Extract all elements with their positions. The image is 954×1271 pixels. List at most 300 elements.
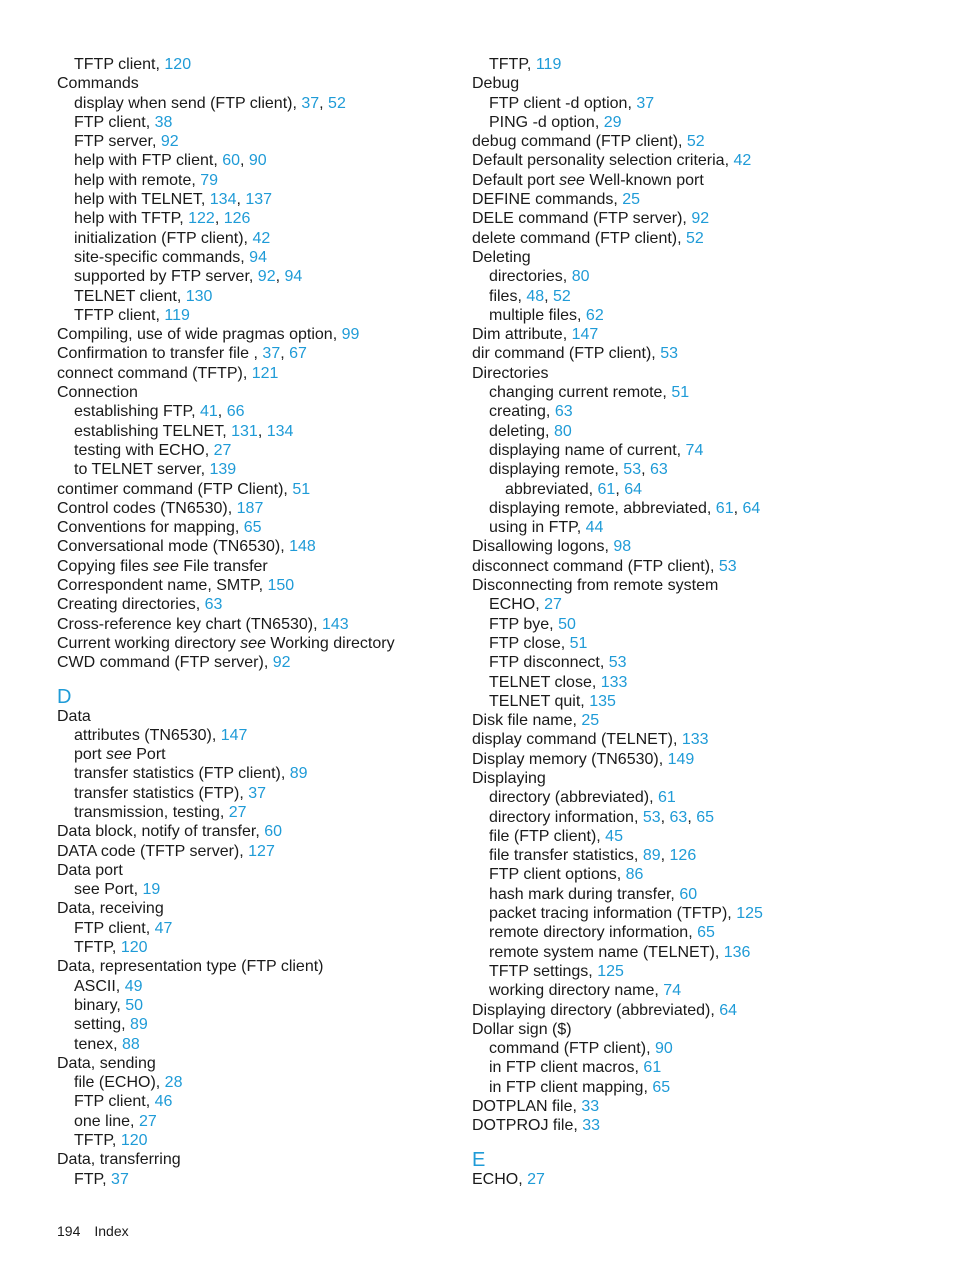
entry-text: Current working directory: [57, 634, 241, 652]
index-column-left: [57, 55, 447, 1189]
index-entry: [57, 595, 447, 614]
entry-text: TFTP,: [74, 1132, 121, 1150]
entry-text: Creating directories,: [57, 596, 205, 614]
page-link[interactable]: 53: [660, 345, 678, 363]
entry-text: Data, sending: [57, 1054, 156, 1072]
entry-text: transfer statistics (FTP),: [74, 784, 249, 802]
page-link[interactable]: 27: [213, 441, 232, 459]
entry-text: Data port: [57, 861, 123, 879]
index-subentry: [57, 1015, 447, 1034]
index-entry: [472, 132, 922, 151]
entry-text: directory information,: [489, 808, 643, 826]
index-subentry: [472, 904, 922, 923]
page-link[interactable]: 134: [266, 422, 294, 440]
page-link[interactable]: 94: [249, 248, 267, 266]
page-link[interactable]: 130: [185, 287, 213, 305]
entry-text: deleting,: [489, 422, 554, 440]
entry-text: FTP bye,: [489, 615, 559, 633]
entry-text: Commands: [57, 75, 139, 93]
entry-text: Connection: [57, 384, 138, 402]
entry-text: hash mark during transfer,: [489, 885, 680, 903]
page-link[interactable]: 53: [608, 654, 627, 672]
page-link[interactable]: 80: [553, 422, 572, 440]
entry-text: Data, receiving: [57, 900, 164, 918]
index-subentry: [57, 1092, 447, 1111]
index-subentry: [472, 306, 922, 325]
index-subentry: help with FTP client, 60, 90: [74, 152, 267, 170]
page-link[interactable]: 86: [625, 866, 644, 884]
entry-text: displaying name of current,: [489, 441, 686, 459]
page-link[interactable]: 37: [248, 784, 267, 802]
index-entry: [57, 842, 447, 861]
page-link[interactable]: 63: [649, 461, 668, 479]
entry-text: file transfer statistics,: [489, 847, 643, 865]
page-link[interactable]: 61: [715, 499, 734, 517]
entry-text: transmission, testing,: [74, 803, 229, 821]
entry-text: in FTP client mapping,: [489, 1078, 653, 1096]
index-subentry: [472, 383, 922, 402]
page-link[interactable]: 27: [527, 1170, 545, 1188]
index-entry: [472, 325, 922, 344]
entry-text: Default port: [472, 171, 560, 189]
page-link[interactable]: 60: [679, 885, 698, 903]
page-link[interactable]: 66: [226, 403, 245, 421]
page-link[interactable]: 120: [120, 939, 148, 957]
page-link[interactable]: 74: [663, 982, 682, 1000]
entry-text: directory (abbreviated),: [489, 789, 658, 807]
index-subentry: [57, 1170, 447, 1189]
entry-text: Dim attribute,: [472, 326, 572, 344]
entry-text: packet tracing information (TFTP),: [489, 905, 737, 923]
page-link[interactable]: 137: [245, 191, 273, 209]
page-link[interactable]: 19: [142, 881, 161, 899]
page-link[interactable]: 133: [600, 673, 628, 691]
page-link[interactable]: 44: [585, 519, 604, 537]
index-entry: [57, 364, 447, 383]
page-link[interactable]: 92: [160, 133, 179, 151]
page-link[interactable]: 90: [248, 152, 267, 170]
page-link[interactable]: 92: [272, 654, 291, 672]
page-link[interactable]: 119: [164, 306, 190, 324]
index-subentry: [472, 827, 922, 846]
index-entry: [57, 707, 447, 726]
entry-text: contimer command (FTP Client),: [57, 480, 293, 498]
page-link[interactable]: 63: [669, 808, 688, 826]
index-subentry: [57, 1131, 447, 1150]
page-link[interactable]: 45: [605, 827, 623, 845]
index-subentry: [57, 803, 447, 822]
index-entry: [472, 1170, 922, 1189]
page-link[interactable]: 150: [267, 577, 295, 595]
index-subentry: [472, 422, 922, 441]
page-link[interactable]: 49: [124, 977, 143, 995]
page-link[interactable]: 52: [686, 133, 705, 151]
entry-text: attributes (TN6530),: [74, 726, 221, 744]
entry-text: Data, transferring: [57, 1151, 181, 1169]
index-subentry: [472, 113, 922, 132]
index-subentry: [472, 267, 922, 286]
index-subentry: supported by FTP server, 92, 94: [74, 268, 303, 286]
entry-text: FTP client -d option,: [489, 94, 637, 112]
entry-text: Control codes (TN6530),: [57, 499, 237, 517]
page-link[interactable]: 88: [122, 1035, 140, 1053]
page-link[interactable]: 90: [654, 1040, 673, 1058]
page-link[interactable]: 64: [742, 499, 761, 517]
entry-text: Default personality selection criteria,: [472, 152, 734, 170]
page-link[interactable]: 62: [585, 306, 604, 324]
entry-text: FTP server,: [74, 133, 161, 151]
entry-text: tenex,: [74, 1035, 123, 1053]
index-entry: [472, 1097, 922, 1116]
index-subentry: [57, 306, 447, 325]
page-link[interactable]: 60: [222, 152, 241, 170]
index-subentry: [472, 962, 922, 981]
page-link[interactable]: 99: [341, 326, 360, 344]
entry-text: initialization (FTP client),: [74, 229, 253, 247]
index-entry: [472, 171, 922, 190]
page-link[interactable]: 143: [321, 615, 349, 633]
index-subentry: [57, 745, 447, 764]
index-subentry: [57, 229, 447, 248]
index-entry: [57, 325, 447, 344]
entry-text: FTP client,: [74, 1093, 155, 1111]
index-entry: [472, 190, 922, 209]
entry-text: site-specific commands,: [74, 248, 250, 266]
page-number: 194: [57, 1223, 81, 1239]
index-entry: [472, 151, 922, 170]
entry-text: TELNET quit,: [489, 692, 590, 710]
see-reference: see: [106, 746, 132, 764]
index-subentry: [57, 1073, 447, 1092]
page-link[interactable]: 148: [289, 538, 316, 556]
page-link[interactable]: 37: [301, 94, 320, 112]
entry-text: multiple files,: [489, 306, 586, 324]
entry-text: dir command (FTP client),: [472, 345, 661, 363]
page-link[interactable]: 65: [697, 924, 715, 942]
page-link[interactable]: 134: [209, 191, 237, 209]
index-subentry: [472, 1058, 922, 1077]
page-link[interactable]: 89: [130, 1016, 148, 1034]
index-subentry: [57, 938, 447, 957]
entry-text: delete command (FTP client),: [472, 229, 687, 247]
entry-text: ASCII,: [74, 977, 125, 995]
index-subentry: [57, 248, 447, 267]
index-entry: [472, 364, 922, 383]
page-link[interactable]: 63: [204, 596, 223, 614]
page-link[interactable]: 147: [220, 726, 248, 744]
index-entry: [472, 209, 922, 228]
page-link[interactable]: 28: [164, 1074, 183, 1092]
page-link[interactable]: 42: [733, 152, 752, 170]
index-subentry: [472, 595, 922, 614]
index-subentry: [57, 1035, 447, 1054]
page-link[interactable]: 27: [544, 596, 562, 614]
index-entry: [472, 576, 922, 595]
entry-text: CWD command (FTP server),: [57, 654, 273, 672]
entry-text: ECHO,: [489, 596, 545, 614]
see-target: Working directory: [265, 634, 395, 652]
page-link[interactable]: 48: [526, 287, 545, 305]
page-link[interactable]: 89: [289, 765, 308, 783]
page-link[interactable]: 74: [685, 441, 704, 459]
page-link[interactable]: 38: [154, 113, 173, 131]
entry-text: FTP client options,: [489, 866, 626, 884]
page-link[interactable]: 50: [558, 615, 576, 633]
entry-text: Data, representation type (FTP client): [57, 958, 324, 976]
entry-text: directories,: [489, 268, 572, 286]
index-subentry: [57, 55, 447, 74]
entry-text: disconnect command (FTP client),: [472, 557, 719, 575]
index-subentry: directory information, 53, 63, 65: [489, 808, 715, 826]
page-link[interactable]: 51: [671, 384, 690, 402]
page-link[interactable]: 98: [613, 538, 632, 556]
see-reference: see: [153, 557, 179, 575]
page-link[interactable]: 51: [569, 634, 588, 652]
page-link[interactable]: 89: [642, 847, 661, 865]
page-link[interactable]: 47: [154, 919, 173, 937]
page-link[interactable]: 52: [686, 229, 704, 247]
entry-text: one line,: [74, 1112, 139, 1130]
section-letter: E: [472, 1148, 486, 1171]
page-link[interactable]: 133: [681, 731, 709, 749]
index-entry: [472, 769, 922, 788]
index-subentry: [472, 673, 922, 692]
page-link[interactable]: 37: [636, 94, 655, 112]
entry-text: TFTP,: [74, 939, 121, 957]
index-subentry: [57, 287, 447, 306]
index-subentry: files, 48, 52: [489, 287, 571, 305]
page-link[interactable]: 92: [257, 268, 276, 286]
entry-text: displaying remote,: [489, 461, 624, 479]
entry-text: establishing TELNET,: [74, 422, 232, 440]
entry-text: debug command (FTP client),: [472, 133, 687, 151]
entry-text: file (FTP client),: [489, 827, 606, 845]
page-link[interactable]: 37: [262, 345, 281, 363]
index-subentry: [57, 996, 447, 1015]
index-entry: [57, 634, 447, 653]
entry-text: abbreviated,: [505, 480, 598, 498]
index-entry: [57, 899, 447, 918]
index-entry: [472, 248, 922, 267]
page-link[interactable]: 120: [164, 56, 192, 73]
entry-text: DATA code (TFTP server),: [57, 842, 249, 860]
see-reference: see: [240, 634, 266, 652]
index-subentry: [472, 402, 922, 421]
entry-text: port: [74, 746, 107, 764]
entry-text: Cross-reference key chart (TN6530),: [57, 615, 322, 633]
page-link[interactable]: 52: [553, 287, 571, 305]
see-target: File transfer: [178, 557, 268, 575]
page-link[interactable]: 27: [138, 1112, 157, 1130]
entry-text: Confirmation to transfer file ,: [57, 345, 263, 363]
page-link[interactable]: 131: [231, 422, 258, 440]
index-entry: [57, 557, 447, 576]
entry-text: creating,: [489, 403, 555, 421]
index-subentry: abbreviated, 61, 64: [505, 480, 642, 498]
entry-text: Displaying directory (abbreviated),: [472, 1001, 720, 1019]
page-link[interactable]: 51: [292, 480, 311, 498]
page-link[interactable]: 41: [200, 403, 218, 421]
index-entry: [472, 537, 922, 556]
page-link[interactable]: 64: [624, 480, 642, 498]
page-link[interactable]: 79: [200, 171, 219, 189]
index-entry: [472, 1001, 922, 1020]
page-link[interactable]: 121: [251, 364, 279, 382]
entry-text: help with TELNET,: [74, 191, 210, 209]
entry-text: file (ECHO),: [74, 1074, 165, 1092]
entry-text: to TELNET server,: [74, 461, 210, 479]
index-subentry: [472, 923, 922, 942]
entry-text: remote system name (TELNET),: [489, 943, 724, 961]
index-subentry: [57, 880, 447, 899]
index-subentry: [57, 460, 447, 479]
entry-text: testing with ECHO,: [74, 441, 214, 459]
entry-text: Displaying: [472, 769, 546, 787]
page-link[interactable]: 63: [554, 403, 573, 421]
page-link[interactable]: 122: [188, 210, 215, 228]
index-subentry: [57, 726, 447, 745]
entry-text: connect command (TFTP),: [57, 364, 252, 382]
page-link[interactable]: 94: [284, 268, 303, 286]
page-link[interactable]: 61: [597, 480, 616, 498]
entry-text: PING -d option,: [489, 113, 604, 131]
entry-text: Copying files: [57, 557, 154, 575]
entry-text: Display memory (TN6530),: [472, 750, 668, 768]
page-link[interactable]: 29: [603, 113, 622, 131]
page-link[interactable]: 67: [289, 345, 307, 363]
entry-text: Disallowing logons,: [472, 538, 614, 556]
page-link[interactable]: 65: [243, 519, 262, 537]
entry-text: ECHO,: [472, 1170, 528, 1188]
page-link[interactable]: 27: [228, 803, 247, 821]
entry-text: setting,: [74, 1016, 131, 1034]
page-link[interactable]: 92: [691, 210, 710, 228]
page-link[interactable]: 125: [736, 905, 763, 923]
page-link[interactable]: 120: [120, 1132, 148, 1150]
entry-text: DOTPLAN file,: [472, 1098, 582, 1116]
page-link[interactable]: 25: [581, 712, 600, 730]
index-subentry: [57, 764, 447, 783]
entry-text: FTP client,: [74, 113, 155, 131]
see-reference: see: [559, 171, 585, 189]
page-link[interactable]: 126: [223, 210, 251, 228]
footer-section: Index: [94, 1223, 129, 1239]
index-subentry: [472, 1039, 922, 1058]
entry-text: see Port,: [74, 881, 143, 899]
page-link[interactable]: 147: [571, 326, 599, 344]
index-entry: [57, 383, 447, 402]
index-subentry: display when send (FTP client), 37, 52: [74, 94, 346, 112]
page-link[interactable]: 149: [667, 750, 695, 768]
index-subentry: [472, 94, 922, 113]
index-entry: [472, 344, 922, 363]
page-link[interactable]: 64: [719, 1001, 738, 1019]
entry-text: DEFINE commands,: [472, 191, 623, 209]
page-link[interactable]: 53: [718, 557, 737, 575]
entry-text: FTP client,: [74, 919, 155, 937]
entry-text: Dollar sign ($): [472, 1020, 572, 1038]
entry-text: help with remote,: [74, 171, 201, 189]
entry-text: Conventions for mapping,: [57, 519, 244, 537]
page-link[interactable]: 61: [643, 1059, 662, 1077]
index-entry: [57, 74, 447, 93]
index-entry: [57, 1150, 447, 1169]
index-entry: [57, 822, 447, 841]
page-link[interactable]: 136: [723, 943, 751, 961]
page-link[interactable]: 135: [589, 692, 616, 710]
page-link[interactable]: 37: [111, 1170, 129, 1188]
index-subentry: [57, 171, 447, 190]
page-link[interactable]: 50: [125, 996, 144, 1014]
entry-text: working directory name,: [489, 982, 664, 1000]
page-link[interactable]: 80: [571, 268, 590, 286]
entry-text: Correspondent name, SMTP,: [57, 577, 268, 595]
index-entry: [57, 1054, 447, 1073]
index-subentry: establishing FTP, 41, 66: [74, 403, 245, 421]
page-link[interactable]: 127: [248, 842, 275, 860]
page-link[interactable]: 126: [669, 847, 697, 865]
entry-text: TFTP client,: [74, 56, 165, 73]
page-link[interactable]: 33: [581, 1098, 600, 1116]
index-subentry: help with TELNET, 134, 137: [74, 191, 273, 209]
index-subentry: [472, 885, 922, 904]
index-subentry: displaying remote, 53, 63: [489, 461, 668, 479]
index-entry: [472, 711, 922, 730]
page-link[interactable]: 33: [582, 1117, 601, 1135]
entry-text: FTP disconnect,: [489, 654, 609, 672]
entry-text: Disk file name,: [472, 712, 582, 730]
entry-text: Data block, notify of transfer,: [57, 823, 265, 841]
index-entry: [57, 499, 447, 518]
page-link[interactable]: 60: [264, 823, 283, 841]
index-entry: [57, 480, 447, 499]
page-link[interactable]: 53: [623, 461, 642, 479]
entry-text: TELNET client,: [74, 287, 186, 305]
page-link[interactable]: 52: [328, 94, 346, 112]
index-subentry: file transfer statistics, 89, 126: [489, 847, 697, 865]
entry-text: TFTP,: [489, 56, 536, 73]
index-entry: [57, 653, 447, 672]
page-link[interactable]: 139: [209, 461, 237, 479]
index-subentry: [472, 518, 922, 537]
entry-text: remote directory information,: [489, 924, 698, 942]
entry-text: Disconnecting from remote system: [472, 577, 719, 595]
index-entry: [57, 861, 447, 880]
page-link[interactable]: 65: [652, 1078, 671, 1096]
entry-text: display command (TELNET),: [472, 731, 682, 749]
page-link[interactable]: 25: [622, 191, 641, 209]
page-link[interactable]: 187: [236, 499, 264, 517]
page-link[interactable]: 61: [657, 789, 676, 807]
page-link[interactable]: 42: [252, 229, 271, 247]
index-subentry: [472, 692, 922, 711]
page-link[interactable]: 125: [597, 962, 624, 980]
index-subentry: [472, 788, 922, 807]
page-link[interactable]: 53: [642, 808, 661, 826]
index-subentry: [472, 441, 922, 460]
index-subentry: [472, 981, 922, 1000]
page-link[interactable]: 65: [696, 808, 715, 826]
index-entry: [57, 957, 447, 976]
index-entry: [472, 557, 922, 576]
index-entry: [472, 730, 922, 749]
entry-text: display when send (FTP client),: [74, 94, 302, 112]
page-link[interactable]: 119: [535, 56, 562, 73]
index-subentry: establishing TELNET, 131, 134: [74, 422, 294, 440]
entry-text: binary,: [74, 996, 126, 1014]
page-link[interactable]: 46: [154, 1093, 173, 1111]
entry-text: Deleting: [472, 248, 531, 266]
